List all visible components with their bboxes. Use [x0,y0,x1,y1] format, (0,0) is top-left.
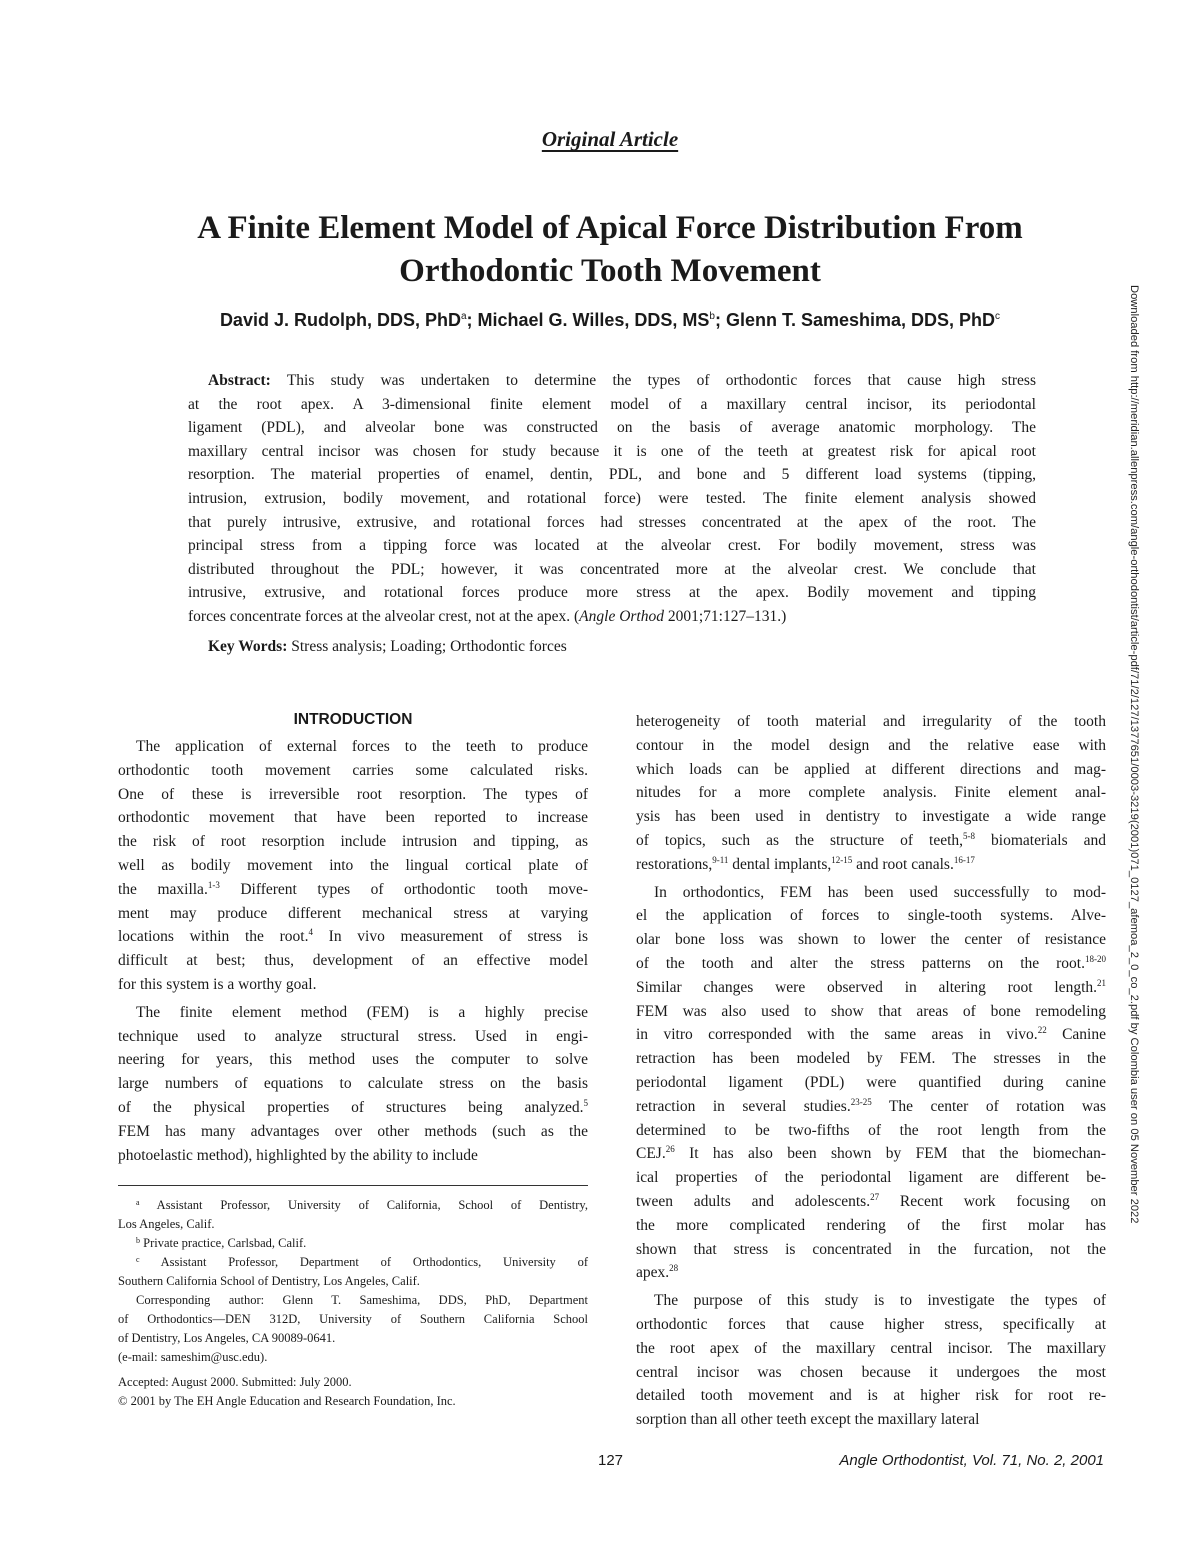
body-line: the more complicated rendering of the first molar has [636,1216,1106,1234]
footnote-mark: c [136,1255,140,1264]
body-line: the maxilla.$^{1-3}$ Different types of orthodontic tooth move- [118,879,589,898]
body-line: of the physical properties of structures being analyzed.$^5$ [118,1097,588,1116]
title-line-1: A Finite Element Model of Apical Force Distribution From [197,210,1023,246]
body-line: retraction in several studies.$^{23-25}$ The center of rotation was [636,1096,1106,1115]
body-line: orthodontic tooth movement carries some calculated risks. [118,761,588,779]
reference-mark: 27 [870,1191,880,1202]
keywords-text: Stress analysis; Loading; Orthodontic forces [291,638,567,655]
body-line: periodontal ligament (PDL) were quantified during canine [636,1073,1106,1091]
abstract-line: ligament (PDL), and alveolar bone was constructed on the basis of average anatomic morphology. The [188,419,1036,437]
footnote-line: of Dentistry, Los Angeles, CA 90089-0641. [118,1331,336,1345]
author-affiliation-mark: a [460,311,467,322]
keywords [208,638,567,656]
download-side-note: Downloaded from http://meridian.allenpress.com/angle-orthodontist/article-pdf/71/2/127/1377651/0003-3219(2001)071_0127_afemoa_2_0_co_2.pdf by Colombia user on 05 November 2022 [1128,285,1140,1224]
body-line: heterogeneity of tooth material and irregularity of the tooth [636,713,1106,730]
abstract-line: intrusion, extrusion, bodily movement, and rotational force) were tested. The finite element analysis showed [188,489,1036,507]
abstract-line: Abstract: This study was undertaken to determine the types of orthodontic forces that cause high stress [208,372,1036,389]
reference-mark: 4 [308,927,313,938]
reference-mark: 5-8 [963,830,976,841]
abstract-line: principal stress from a tipping force was located at the alveolar crest. For bodily movement, stress was [188,537,1036,555]
abstract-line: intrusive, extrusive, and rotational forces produce more stress at the apex. Bodily movement and tipping [188,584,1036,602]
body-line: Similar changes were observed in altering root length.$^{21}$ [636,977,1106,996]
abstract-line: at the root apex. A 3-dimensional finite element model of a maxillary central incisor, its periodontal [188,395,1036,413]
footnote-mark: b [136,1236,140,1245]
reference-mark: 28 [669,1263,679,1274]
body-line: photoelastic method), highlighted by the ability to include [118,1146,478,1164]
left-column [118,707,588,1167]
body-line: neering for years, this method uses the computer to solve [118,1051,588,1069]
footnote-rule [118,1185,588,1186]
reference-mark: 9-11 [712,854,729,865]
body-line: The purpose of this study is to investigate the types of [654,1292,1106,1310]
section-label: Original Article [541,127,679,151]
body-line: restorations,$^{9-11}$ dental implants,$^{12-15}$ and root canals.$^{16-17}$ [636,854,975,873]
body-line: detailed tooth movement and is at higher risk for root re- [636,1387,1106,1405]
body-line: tween adults and adolescents.$^{27}$ Recent work focusing on [636,1191,1106,1210]
footnote-line: $^c$ Assistant Professor, Department of Orthodontics, University of [136,1255,588,1269]
body-line: determined to be two-fifths of the root length from the [636,1121,1106,1139]
body-line: orthodontic movement that have been reported to increase [118,809,588,827]
abstract-line: forces concentrate forces at the alveolar crest, not at the apex. (Angle Orthod 2001;71:127–131.) [188,607,787,625]
author-affiliation-mark: b [709,311,715,322]
body-line: technique used to analyze structural stress. Used in engi- [118,1027,588,1045]
abstract-line: that purely intrusive, extrusive, and rotational forces had stresses concentrated at the apex of the root. The [188,513,1036,531]
body-line: In orthodontics, FEM has been used successfully to mod- [654,883,1106,901]
body-line: One of these is irreversible root resorption. The types of [118,785,588,803]
body-line: well as bodily movement into the lingual cortical plate of [118,856,588,874]
body-line: el the application of forces to single-tooth systems. Alve- [636,907,1106,925]
footnote-line: Corresponding author: Glenn T. Sameshima, DDS, PhD, Department [136,1293,588,1307]
keywords-label: Key Words: [208,638,288,655]
reference-mark: 22 [1037,1025,1047,1036]
body-line: The application of external forces to the teeth to produce [136,738,588,755]
body-line: sorption than all other teeth except the maxillary lateral [636,1411,980,1429]
reference-mark: 21 [1097,977,1106,988]
body-line: contour in the model design and the relative ease with [636,736,1106,754]
body-line: the root apex of the maxillary central incisor. The maxillary [636,1339,1106,1357]
body-line: The finite element method (FEM) is a highly precise [136,1003,588,1021]
citation-journal: Angle Orthod [579,607,664,625]
reference-mark: 18-20 [1085,953,1106,964]
article-title [130,207,1090,293]
body-line: orthodontic forces that cause higher stress, specifically at [636,1315,1106,1333]
right-column [636,710,1106,1432]
title-line-2: Orthodontic Tooth Movement [399,253,821,289]
footnote-line: Los Angeles, Calif. [118,1217,215,1231]
footnote-line: $^a$ Assistant Professor, University of California, School of Dentistry, [136,1198,588,1212]
body-line: olar bone loss was shown to lower the center of resistance [636,931,1106,949]
footnote-line: Southern California School of Dentistry, Los Angeles, Calif. [118,1274,420,1288]
abstract [188,369,1036,629]
footnote-line: Accepted: August 2000. Submitted: July 2000. [118,1375,352,1389]
author-name: Michael G. Willes, DDS, MS [477,310,710,330]
body-line: apex.$^{28}$ [636,1263,679,1282]
body-line: nitudes for a more complete analysis. Finite element anal- [636,784,1106,802]
reference-mark: 16-17 [953,854,975,865]
abstract-line: distributed throughout the PDL; however, it was concentrated more at the alveolar crest. We conclude that [188,560,1036,578]
body-line: for this system is a worthy goal. [118,975,317,993]
body-line: locations within the root.$^4$ In vivo measurement of stress is [118,927,588,946]
footnotes [118,1196,588,1411]
author-affiliation-mark: c [995,311,1001,322]
body-line: FEM has many advantages over other methods (such as the [118,1122,588,1140]
footnote-line: (e-mail: sameshim@usc.edu). [118,1350,268,1364]
body-line: large numbers of equations to calculate stress on the basis [118,1075,588,1093]
footnote-line: $^b$ Private practice, Carlsbad, Calif. [136,1236,307,1250]
reference-mark: 1-3 [207,879,220,890]
abstract-line: maxillary central incisor was chosen for study because it is one of the teeth at greatest risk for apical root [188,442,1036,460]
abstract-label: Abstract: [208,372,271,389]
abstract-line: resorption. The material properties of enamel, dentin, PDL, and bone and 5 different load systems (tipping, [188,466,1036,484]
body-line: ysis has been used in dentistry to investigate a wide range [636,808,1106,826]
author-list: David J. Rudolph, DDS, PhD$^a$; Michael G. Willes, DDS, $MS^b$; Glenn T. Sameshima, DDS, PhD$^c$ [219,310,1001,330]
body-line: of topics, such as the structure of teeth,$^{5-8}$ biomaterials and [636,830,1106,849]
body-line: retraction has been modeled by FEM. The stresses in the [636,1050,1106,1068]
body-line: the risk of root resorption include intrusion and tipping, as [118,833,588,851]
footnote-line: © 2001 by The EH Angle Education and Research Foundation, Inc. [118,1394,456,1408]
journal-footer: Angle Orthodontist, Vol. 71, No. 2, 2001 [839,1452,1104,1469]
footnote-line: of Orthodontics—DEN 312D, University of Southern California School [118,1312,588,1326]
reference-mark: 5 [583,1097,588,1108]
author-name: David J. Rudolph, DDS, PhD [219,310,461,330]
body-line: FEM was also used to show that areas of bone remodeling [636,1002,1106,1020]
body-line: ical properties of the periodontal ligament are different be- [636,1169,1106,1187]
body-line: CEJ.$^{26}$ It has also been shown by FEM that the biomechan- [636,1144,1106,1163]
footnote-mark: a [136,1198,140,1207]
body-line: which loads can be applied at different directions and mag- [636,760,1106,778]
body-line: shown that stress is concentrated in the furcation, not the [636,1240,1106,1258]
body-line: ment may produce different mechanical stress at varying [118,904,588,922]
introduction-heading: INTRODUCTION [293,711,413,728]
body-line: central incisor was chosen because it undergoes the most [636,1363,1106,1381]
reference-mark: 23-25 [850,1096,872,1107]
body-line: of the tooth and alter the stress patterns on the root.$^{18-20}$ [636,953,1106,972]
author-name: Glenn T. Sameshima, DDS, PhD [725,310,996,330]
body-line: difficult at best; thus, development of an effective model [118,952,588,970]
body-line: in vitro corresponded with the same areas in vivo.$^{22}$ Canine [636,1025,1106,1044]
reference-mark: 26 [665,1144,675,1155]
page-number: 127 [598,1452,624,1469]
reference-mark: 12-15 [831,854,853,865]
